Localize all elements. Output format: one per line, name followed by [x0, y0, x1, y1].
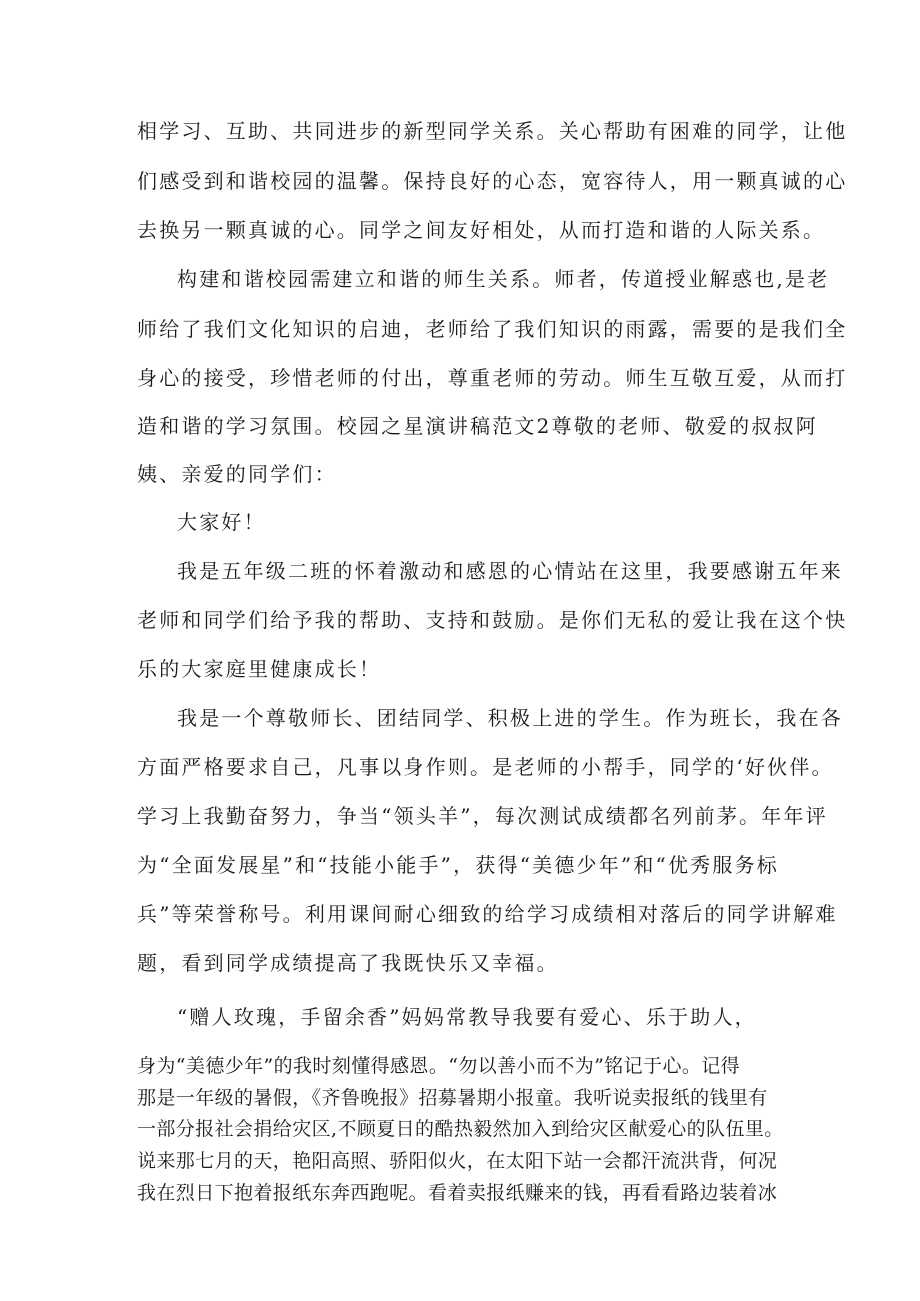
- text-line: 姨、亲爱的同学们：: [137, 462, 337, 486]
- text-line: 一部分报社会捐给灾区,不顾夏日的酷热毅然加入到给灾区献爱心的队伍里。: [137, 1118, 784, 1140]
- text-line: 我在烈日下抱着报纸东奔西跑呢。看着卖报纸赚来的钱，再看看路边装着冰: [137, 1182, 778, 1204]
- paragraph-start: 我是一个尊敬师长、团结同学、积极上进的学生。作为班长，我在各: [177, 706, 843, 730]
- greeting: 大家好！: [177, 510, 266, 534]
- paragraph-start: “赠人玫瑰，手留余香”妈妈常教导我要有爱心、乐于助人，: [177, 1005, 757, 1029]
- text-line: 师给了我们文化知识的启迪，老师给了我们知识的雨露，需要的是我们全: [137, 317, 848, 341]
- text-line: 方面严格要求自己，凡事以身作则。是老师的小帮手，同学的‘好伙伴。: [137, 755, 834, 779]
- paragraph-start: 构建和谐校园需建立和谐的师生关系。师者，传道授业解惑也,是老: [177, 267, 830, 291]
- text-line: 身心的接受，珍惜老师的付出，尊重老师的劳动。师生互敬互爱，从而打: [137, 366, 848, 390]
- text-line: 题，看到同学成绩提高了我既快乐又幸福。: [137, 951, 559, 975]
- text-line: 乐的大家庭里健康成长！: [137, 657, 382, 681]
- text-line: 老师和同学们给予我的帮助、支持和鼓励。是你们无私的爱让我在这个快: [137, 608, 848, 632]
- text-line: 造和谐的学习氛围。校园之星演讲稿范文2尊敬的老师、敬爱的叔叔阿: [137, 414, 818, 438]
- text-line: 为“全面发展星”和“技能小能手”，获得“美德少年”和“优秀服务标: [137, 853, 779, 877]
- paragraph-start: 我是五年级二班的怀着激动和感恩的心情站在这里，我要感谢五年来: [177, 559, 843, 583]
- text-line: 身为“美德少年”的我时刻懂得感恩。“勿以善小而不为”铭记于心。记得: [137, 1055, 741, 1077]
- text-line: 们感受到和谐校园的温馨。保持良好的心态，宽容待人，用一颗真诚的心: [137, 169, 848, 193]
- text-line: 说来那七月的天，艳阳高照、骄阳似火，在太阳下站一会都汗流洪背，何况: [137, 1150, 778, 1172]
- text-line: 去换另一颗真诚的心。同学之间友好相处，从而打造和谐的人际关系。: [137, 218, 826, 242]
- text-line: 兵”等荣誉称号。利用课间耐心细致的给学习成绩相对落后的同学讲解难: [137, 902, 838, 926]
- text-line: 那是一年级的暑假，《齐鲁晚报》招募暑期小报童。我听说卖报纸的钱里有: [137, 1087, 768, 1109]
- text-line: 学习上我勤奋努力，争当“领头羊”，每次测试成绩都名列前茅。年年评: [137, 804, 828, 828]
- text-line: 相学习、互助、共同进步的新型同学关系。关心帮助有困难的同学，让他: [137, 119, 848, 143]
